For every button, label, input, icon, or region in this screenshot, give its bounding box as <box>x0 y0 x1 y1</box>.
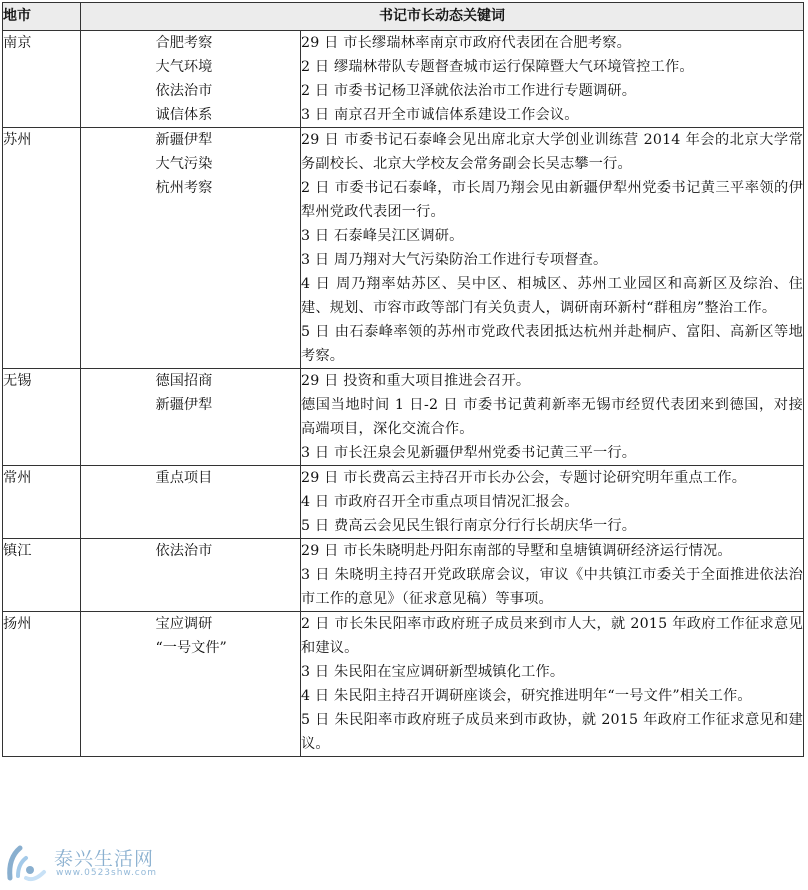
events-cell <box>301 31 804 128</box>
keyword: 杭州考察 <box>155 180 213 196</box>
keywords-cell <box>81 539 301 612</box>
event-entry: 29 日 市委书记石泰峰会见出席北京大学创业训练营 2014 年会的北京大学常务副校长、北京大学校友会常务副会长吴志攀一行。 <box>301 132 803 172</box>
city-cell: 南京 <box>3 31 81 128</box>
keyword: 大气环境 <box>155 59 213 75</box>
events-cell <box>301 128 804 369</box>
keyword: 新疆伊犁 <box>155 132 213 148</box>
keyword: 合肥考察 <box>155 35 213 51</box>
event-entry: 3 日 市长汪泉会见新疆伊犁州党委书记黄三平一行。 <box>301 445 637 461</box>
event-entry: 3 日 周乃翔对大气污染防治工作进行专项督查。 <box>301 252 608 268</box>
event-entry: 2 日 市委书记石泰峰，市长周乃翔会见由新疆伊犁州党委书记黄三平率领的伊犁州党政代表团一行。 <box>301 180 803 220</box>
watermark-logo <box>4 838 244 886</box>
city-cell: 常州 <box>3 466 81 539</box>
city-cell: 镇江 <box>3 539 81 612</box>
keywords-cell <box>81 31 301 128</box>
keyword: 大气污染 <box>155 156 213 172</box>
header-row <box>3 3 804 31</box>
header-keywords: 书记市长动态关键词 <box>81 3 804 31</box>
city-cell: 苏州 <box>3 128 81 369</box>
events-cell <box>301 466 804 539</box>
event-entry: 29 日 市长朱晓明赴丹阳东南部的导墅和皇塘镇调研经济运行情况。 <box>301 543 732 559</box>
events-cell <box>301 539 804 612</box>
event-entry: 29 日 市长缪瑞林率南京市政府代表团在合肥考察。 <box>301 35 632 51</box>
event-entry: 3 日 朱晓明主持召开党政联席会议，审议《中共镇江市委关于全面推进依法治市工作的意见》（征求意见稿）等事项。 <box>301 567 803 607</box>
event-entry: 29 日 市长费高云主持召开市长办公会，专题讨论研究明年重点工作。 <box>301 470 747 486</box>
keyword: 重点项目 <box>155 470 213 486</box>
event-entry: 5 日 由石泰峰率领的苏州市党政代表团抵达杭州并赴桐庐、富阳、高新区等地考察。 <box>301 324 803 364</box>
keyword: 宝应调研 <box>155 616 213 632</box>
keywords-cell <box>81 128 301 369</box>
watermark-emblem-icon <box>4 838 52 886</box>
city-cell: 扬州 <box>3 612 81 757</box>
event-entry: 4 日 市政府召开全市重点项目情况汇报会。 <box>301 494 579 510</box>
keyword: 德国招商 <box>155 373 213 389</box>
watermark-site-name: 泰兴生活网 <box>54 848 155 870</box>
event-entry: 5 日 费高云会见民生银行南京分行行长胡庆华一行。 <box>301 518 637 534</box>
table-row <box>3 31 804 128</box>
event-entry: 3 日 南京召开全市诚信体系建设工作会议。 <box>301 107 579 123</box>
table-row <box>3 369 804 466</box>
event-entry: 3 日 石泰峰吴江区调研。 <box>301 228 464 244</box>
city-leaders-table <box>2 2 804 757</box>
table-row <box>3 128 804 369</box>
keywords-cell <box>81 466 301 539</box>
keyword: 依法治市 <box>155 543 213 559</box>
event-entry: 29 日 投资和重大项目推进会召开。 <box>301 373 531 389</box>
events-cell <box>301 369 804 466</box>
keyword: 诚信体系 <box>155 107 213 123</box>
keywords-cell <box>81 612 301 757</box>
table-row <box>3 466 804 539</box>
event-entry: 5 日 朱民阳率市政府班子成员来到市政协，就 2015 年政府工作征求意见和建议。 <box>301 712 803 752</box>
keyword: 依法治市 <box>155 83 213 99</box>
event-entry: 2 日 市长朱民阳率市政府班子成员来到市人大，就 2015 年政府工作征求意见和建议。 <box>301 616 803 656</box>
header-city: 地市 <box>3 3 81 31</box>
table-row <box>3 612 804 757</box>
event-entry: 德国当地时间 1 日-2 日 市委书记黄莉新率无锡市经贸代表团来到德国，对接高端项目，深化交流合作。 <box>301 397 803 437</box>
event-entry: 4 日 周乃翔率姑苏区、吴中区、相城区、苏州工业园区和高新区及综治、住建、规划、市容市政等部门有关负责人，调研南环新村“群租房”整治工作。 <box>301 276 803 316</box>
city-cell: 无锡 <box>3 369 81 466</box>
keyword: “一号文件” <box>155 640 227 656</box>
table-row <box>3 539 804 612</box>
event-entry: 4 日 朱民阳主持召开调研座谈会，研究推进明年“一号文件”相关工作。 <box>301 688 752 704</box>
keywords-cell <box>81 369 301 466</box>
keyword: 新疆伊犁 <box>155 397 213 413</box>
event-entry: 2 日 市委书记杨卫泽就依法治市工作进行专题调研。 <box>301 83 637 99</box>
events-cell <box>301 612 804 757</box>
event-entry: 2 日 缪瑞林带队专题督查城市运行保障暨大气环境管控工作。 <box>301 59 694 75</box>
event-entry: 3 日 朱民阳在宝应调研新型城镇化工作。 <box>301 664 565 680</box>
table-body <box>3 31 804 757</box>
watermark-site-url: www.0523shw.com <box>56 868 158 878</box>
